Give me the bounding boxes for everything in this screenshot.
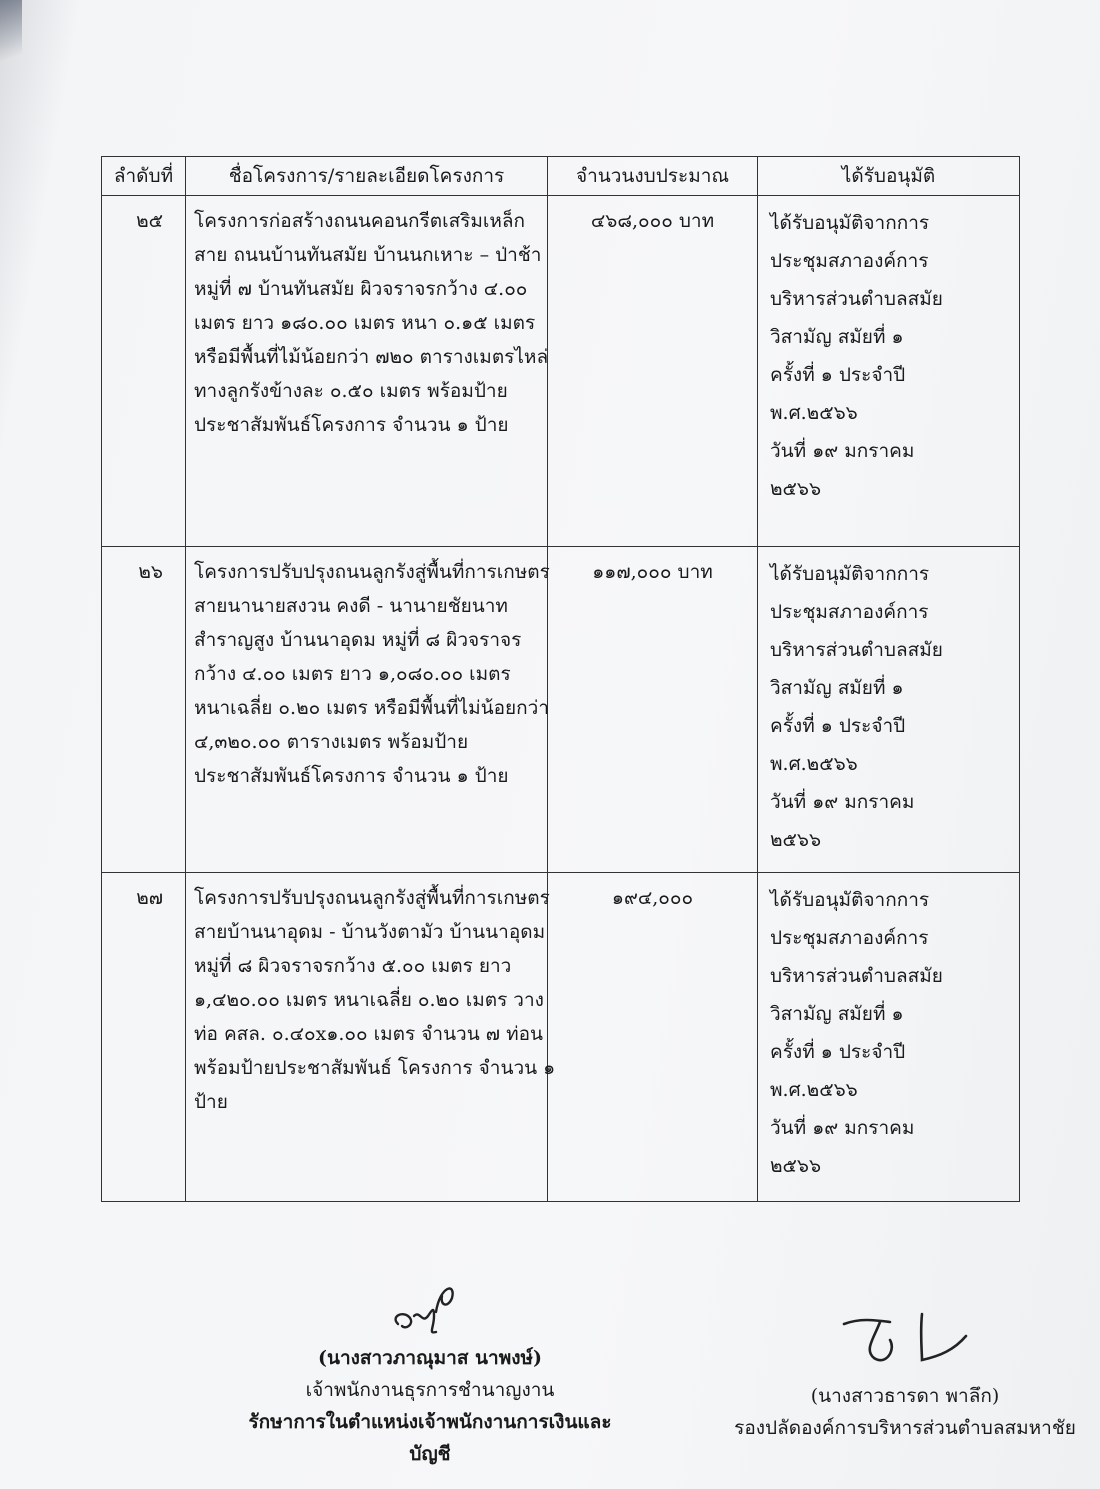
- approval-line: พ.ศ.๒๕๖๖: [770, 753, 858, 775]
- detail-line: สำราญสูง บ้านนาอุดม หมู่ที่ ๘ ผิวจราจร: [194, 629, 522, 651]
- signer-position-right: รองปลัดองค์การบริหารส่วนตำบลสมหาชัย: [734, 1417, 1076, 1439]
- table-row: [102, 196, 1020, 547]
- approval-line: ประชุมสภาองค์การ: [770, 250, 929, 272]
- detail-line: กว้าง ๔.๐๐ เมตร ยาว ๑,๐๘๐.๐๐ เมตร: [194, 663, 511, 685]
- table-row: [102, 547, 1020, 873]
- signer-name-left: (นางสาวภาณุมาส นาพงษ์): [317, 1347, 543, 1369]
- approval-line: ๒๕๖๖: [770, 829, 822, 851]
- project-detail: [186, 873, 556, 1202]
- detail-line: สาย ถนนบ้านทันสมัย บ้านนกเหาะ – ป่าช้า: [194, 244, 542, 266]
- detail-line: สายนานายสงวน คงดี - นานายชัยนาท: [194, 595, 508, 617]
- header-budget: จำนวนงบประมาณ: [548, 157, 758, 196]
- approval-line: บริหารส่วนตำบลสมัย: [770, 965, 943, 987]
- budget-amount: ๑๑๗,๐๐๐ บาท: [548, 547, 758, 873]
- signer-acting-left: รักษาการในตำแหน่งเจ้าพนักงานการเงินและบัญชี: [248, 1411, 612, 1465]
- approval-line: ๒๕๖๖: [770, 1155, 822, 1177]
- detail-line: ๑,๔๒๐.๐๐ เมตร หนาเฉลี่ย ๐.๒๐ เมตร วาง: [194, 989, 544, 1011]
- handwritten-signature-left: [370, 1276, 490, 1342]
- detail-line: หนาเฉลี่ย ๐.๒๐ เมตร หรือมีพื้นที่ไม่น้อยกว่า: [194, 697, 549, 719]
- row-number: ๒๗: [102, 873, 186, 1202]
- approval-line: บริหารส่วนตำบลสมัย: [770, 639, 943, 661]
- detail-line: ประชาสัมพันธ์โครงการ จำนวน ๑ ป้าย: [194, 765, 509, 787]
- project-detail: [186, 196, 548, 547]
- detail-line: ป้าย: [194, 1091, 228, 1113]
- detail-line: พร้อมป้ายประชาสัมพันธ์ โครงการ จำนวน ๑: [194, 1057, 556, 1079]
- approval-line: วันที่ ๑๙ มกราคม: [770, 440, 915, 462]
- scan-shadow: [0, 0, 22, 70]
- approval-line: ได้รับอนุมัติจากการ: [770, 889, 930, 911]
- detail-line: หมู่ที่ ๗ บ้านทันสมัย ผิวจราจรกว้าง ๔.๐๐: [194, 278, 528, 300]
- approval-line: ครั้งที่ ๑ ประจำปี: [770, 715, 906, 737]
- detail-line: ทางลูกรังข้างละ ๐.๕๐ เมตร พร้อมป้าย: [194, 380, 508, 402]
- approval-line: ครั้งที่ ๑ ประจำปี: [770, 364, 906, 386]
- signature-block-left: [230, 1276, 630, 1470]
- approval-line: ได้รับอนุมัติจากการ: [770, 563, 930, 585]
- detail-line: โครงการก่อสร้างถนนคอนกรีตเสริมเหล็ก: [194, 210, 526, 232]
- approval-line: ครั้งที่ ๑ ประจำปี: [770, 1041, 906, 1063]
- row-number: ๒๖: [102, 547, 186, 873]
- approval-line: พ.ศ.๒๕๖๖: [770, 402, 858, 424]
- approval-line: บริหารส่วนตำบลสมัย: [770, 288, 943, 310]
- handwritten-signature-right: [830, 1300, 980, 1380]
- approval-info: [758, 196, 1020, 547]
- detail-line: ท่อ คสล. ๐.๔๐x๑.๐๐ เมตร จำนวน ๗ ท่อน: [194, 1023, 544, 1045]
- approval-info: [758, 547, 1020, 873]
- header-approval: ได้รับอนุมัติ: [758, 157, 1020, 196]
- detail-line: หรือมีพื้นที่ไม้น้อยกว่า ๗๒๐ ตารางเมตรไหล่: [194, 346, 549, 368]
- approval-info: [758, 873, 1020, 1202]
- project-table: [101, 156, 1020, 1202]
- detail-line: ประชาสัมพันธ์โครงการ จำนวน ๑ ป้าย: [194, 414, 509, 436]
- header-detail: ชื่อโครงการ/รายละเอียดโครงการ: [186, 157, 548, 196]
- approval-line: พ.ศ.๒๕๖๖: [770, 1079, 858, 1101]
- project-detail: [186, 547, 548, 873]
- detail-line: สายบ้านนาอุดม - บ้านวังตามัว บ้านนาอุดม: [194, 921, 546, 943]
- approval-line: ได้รับอนุมัติจากการ: [770, 212, 930, 234]
- signer-position-left: เจ้าพนักงานธุรการชำนาญงาน: [305, 1379, 555, 1401]
- approval-line: ประชุมสภาองค์การ: [770, 601, 929, 623]
- table-header-row: [102, 157, 1020, 196]
- detail-line: ๔,๓๒๐.๐๐ ตารางเมตร พร้อมป้าย: [194, 731, 469, 753]
- budget-amount: ๔๖๘,๐๐๐ บาท: [548, 196, 758, 547]
- detail-line: โครงการปรับปรุงถนนลูกรังสู่พื้นที่การเกษตร: [194, 887, 550, 909]
- approval-line: วิสามัญ สมัยที่ ๑: [770, 326, 904, 348]
- approval-line: วิสามัญ สมัยที่ ๑: [770, 677, 904, 699]
- detail-line: หมู่ที่ ๘ ผิวจราจรกว้าง ๕.๐๐ เมตร ยาว: [194, 955, 512, 977]
- detail-line: เมตร ยาว ๑๘๐.๐๐ เมตร หนา ๐.๑๕ เมตร: [194, 312, 536, 334]
- header-no: ลำดับที่: [102, 157, 186, 196]
- detail-line: โครงการปรับปรุงถนนลูกรังสู่พื้นที่การเกษตร: [194, 561, 550, 583]
- approval-line: ๒๕๖๖: [770, 478, 822, 500]
- budget-amount: ๑๙๔,๐๐๐: [548, 873, 758, 1202]
- approval-line: วันที่ ๑๙ มกราคม: [770, 1117, 915, 1139]
- approval-line: วิสามัญ สมัยที่ ๑: [770, 1003, 904, 1025]
- row-number: ๒๕: [102, 196, 186, 547]
- table-row: [102, 873, 1020, 1202]
- approval-line: วันที่ ๑๙ มกราคม: [770, 791, 915, 813]
- signer-name-right: (นางสาวธารดา พาลึก): [810, 1385, 1000, 1407]
- approval-line: ประชุมสภาองค์การ: [770, 927, 929, 949]
- signature-block-right: [730, 1300, 1080, 1444]
